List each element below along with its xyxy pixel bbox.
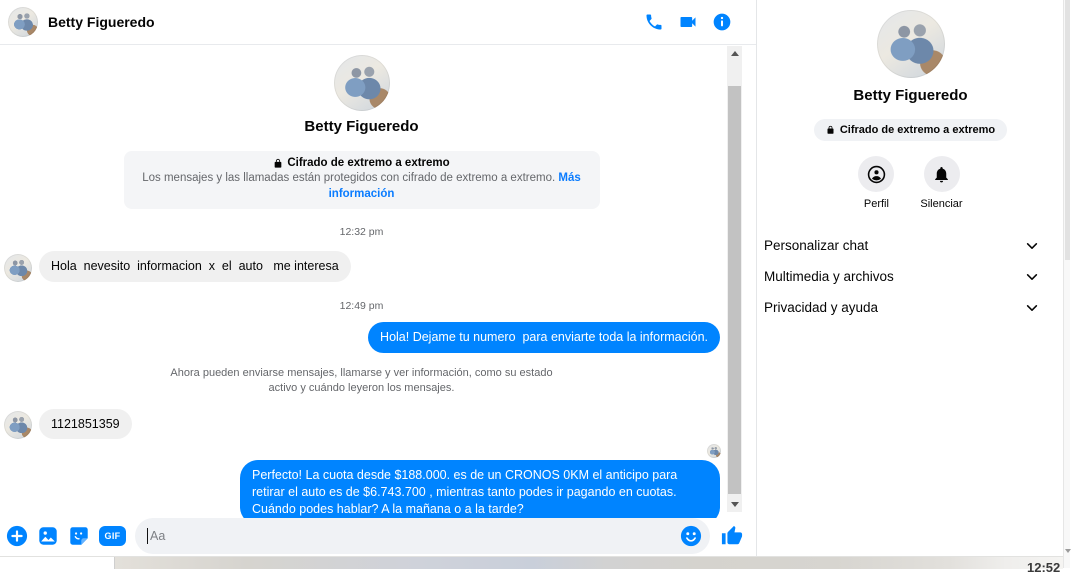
encryption-pill[interactable] [814,119,1007,141]
outgoing-message-row [0,460,723,525]
read-receipt-row [0,444,723,458]
phone-call-icon[interactable] [644,12,664,32]
scroll-down-arrow[interactable] [727,497,742,512]
outgoing-message-bubble: Perfecto! La cuota desde $188.000. es de un CRONOS 0KM el anticipo para retirar el auto es de $6.743.700 , mientras tanto podes ir pagando en cuotas. Cuándo podes hablar? A la mañana o a la tarde? [240,460,720,525]
section-media-files[interactable] [764,261,1039,292]
mute-button[interactable] [920,156,962,210]
encryption-pill-label: Cifrado de extremo a extremo [839,124,996,136]
encryption-notice [124,151,600,209]
incoming-message-row [0,251,723,282]
timestamp: 12:32 pm [339,226,384,239]
person-icon [858,156,894,192]
bell-icon [924,156,960,192]
outgoing-message-row [0,322,723,353]
encryption-title: Cifrado de extremo a extremo [287,157,450,169]
encryption-title-row [136,157,588,169]
profile-avatar [334,55,390,111]
page-scroll-down-arrow[interactable] [1064,546,1071,556]
conversation-info-icon[interactable] [712,12,732,32]
section-label: Privacidad y ayuda [764,300,879,315]
next-screenshot-preview [0,556,1063,575]
sticker-icon[interactable] [68,525,90,547]
section-privacy-help[interactable] [764,292,1039,323]
chat-scrollbar[interactable] [727,46,742,512]
open-more-actions-icon[interactable] [6,525,28,547]
message-input-pill[interactable] [135,518,710,554]
preview-image-strip [115,557,1063,575]
system-notice: Ahora pueden enviarse mensajes, llamarse y ver información, como su estado activo y cuándo leyeron los mensajes. [170,366,553,395]
incoming-message-bubble: 1121851359 [39,409,132,440]
sidebar-avatar [877,10,945,78]
preview-white-tab [0,557,115,569]
lock-icon [273,158,283,169]
chat-title: Betty Figueredo [48,14,155,30]
header-actions [644,12,732,32]
chat-header [0,0,756,45]
lock-icon [826,125,835,135]
conversation-profile [0,55,723,135]
section-label: Multimedia y archivos [764,269,894,284]
mute-button-label: Silenciar [920,198,963,210]
sidebar-contact-name: Betty Figueredo [853,87,968,104]
encryption-body: Los mensajes y las llamadas están protegidos con cifrado de extremo a extremo. Más información [142,172,581,200]
chat-scrollbar-thumb[interactable] [728,86,741,494]
profile-name: Betty Figueredo [304,118,419,135]
sender-avatar [4,254,32,282]
header-avatar [8,7,38,37]
conversation-info-panel [758,0,1063,556]
quick-actions [858,156,962,210]
section-label: Personalizar chat [764,238,869,253]
read-receipt-avatar [707,444,721,458]
profile-button-label: Perfil [863,198,889,210]
scroll-up-arrow[interactable] [727,46,742,61]
info-sections [758,230,1063,323]
sender-avatar [4,411,32,439]
chevron-down-icon [1025,270,1039,284]
preview-timestamp: 12:52 [1027,560,1061,575]
incoming-message-bubble: Hola nevesito informacion x el auto me interesa [39,251,351,282]
profile-button[interactable] [858,156,894,210]
video-call-icon[interactable] [678,12,698,32]
section-customize-chat[interactable] [764,230,1039,261]
page-scrollbar[interactable] [1063,0,1070,568]
attach-image-icon[interactable] [37,525,59,547]
chevron-down-icon [1025,301,1039,315]
chevron-down-icon [1025,239,1039,253]
message-input[interactable] [148,529,680,543]
timestamp: 12:49 pm [339,299,384,312]
page-scrollbar-thumb[interactable] [1065,0,1070,260]
send-like-icon[interactable] [721,525,743,547]
message-list [0,45,745,517]
composer-bar [0,518,745,554]
gif-icon[interactable]: GIF [99,526,126,546]
incoming-message-row [0,409,723,440]
emoji-picker-icon[interactable] [680,525,702,547]
more-info-link[interactable]: Más información [328,172,581,200]
outgoing-message-bubble: Hola! Dejame tu numero para enviarte toda la información. [368,322,720,353]
